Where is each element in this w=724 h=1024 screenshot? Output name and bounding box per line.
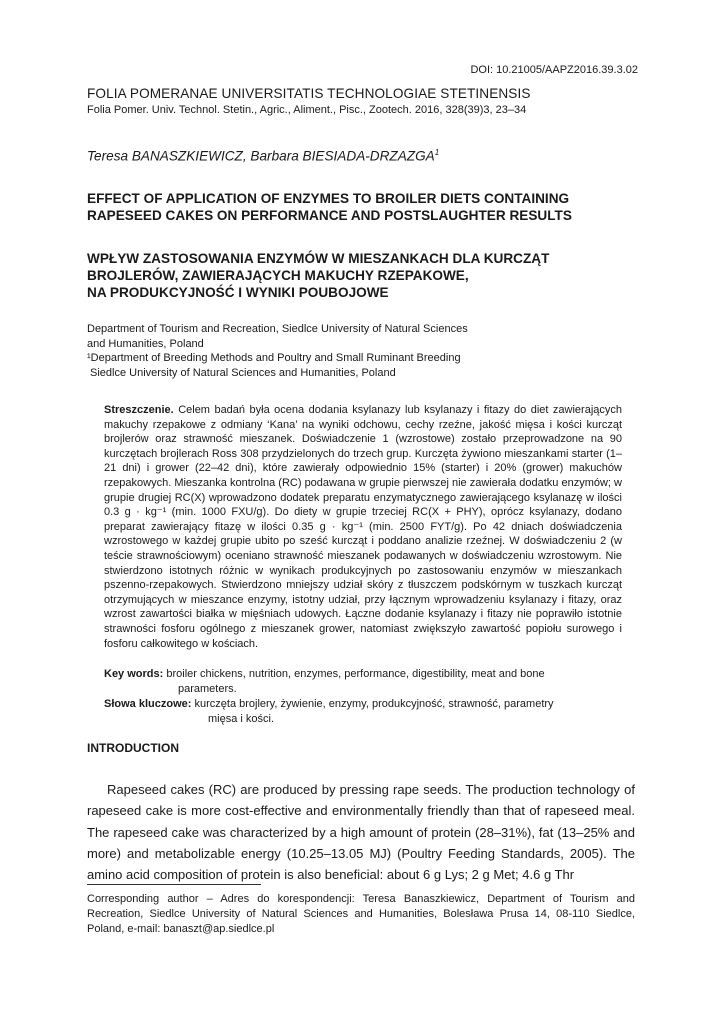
keywords-pl-label: Słowa kluczowe: [104,698,192,710]
authors [87,148,439,164]
title-english [87,190,647,224]
keywords-pl-text-cont: mięsa i kości. [208,712,275,725]
title-pl-line: WPŁYW ZASTOSOWANIA ENZYMÓW W MIESZANKACH DLA KURCZĄT [87,251,550,266]
title-pl-line: NA PRODUKCYJNOŚĆ I WYNIKI POUBOJOWE [87,285,389,300]
affiliation-line: Department of Tourism and Recreation, Siedlce University of Natural Sciences [87,323,468,335]
journal-name: FOLIA POMERANAE UNIVERSITATIS TECHNOLOGIAE STETINENSIS [87,86,531,101]
title-en-line: EFFECT OF APPLICATION OF ENZYMES TO BROILER DIETS CONTAINING [87,191,570,206]
introduction-heading: INTRODUCTION [87,741,179,755]
title-polish [87,250,647,301]
affiliation-mark: 1 [434,148,440,157]
abstract-text: Celem badań była ocena dodania ksylanazy lub ksylanazy i fitazy do diet zawierających makuchy rzepakowe z odmiany ‘Kana’ na wyniki odchowu, cechy rzeźne, jakość mięsa i kości kurcząt brojlerów oraz strawność mieszanek. Doświadczenie 1 (wzrostowe) zostało przeprowadzone na 90 kurczętach brojlerach Ross 308 przydzielonych do trzech grup. Kurczęta żywiono mieszankami starter (1–21 dni) i grower (22–42 dni), które zawierały odpowiednio 15% (starter) i 20% (grower) makuchów rzepakowych. Mieszanka kontrolna (RC) podawana w grupie pierwszej nie zawierała dodatku enzymów; w grupie drugiej RC(X) wprowadzono dodatek preparatu enzymatycznego zawierającego ksylanazę w ilości 0.3 g · kg⁻¹ (min. 1000 FXU/g). Do diety w grupie trzeciej RC(X + PHY), oprócz ksylanazy, dodano preparat zawierający fitazę w ilości 0.35 g · kg⁻¹ (min. 2500 FYT/g). Po 42 dniach doświadczenia wzrostowego w każdej grupie ubito po sześć kurcząt i poddano analizie rzeźnej. W doświadczeniu 2 (w teście strawnościowym) oceniano strawność mieszanek podawanych w doświadczeniu wzrostowym. Nie stwierdzono istotnych różnic w wynikach produkcyjnych po zastosowaniu enzymów w mieszankach pszenno-rzepakowych. Stwierdzono mniejszy udział skóry z tłuszczem podskórnym w tuszkach kurcząt otrzymujących w mieszance enzymy, istotny udział, przy łącznym wprowadzeniu ksylanazy i fitazy, oraz wzrost zawartości białka w mięśniach udowych. Łączne dodanie ksylanazy i fitazy nie poprawiło istotnie strawności fosforu ogólnego z mieszanek grower, natomiast zwiększyło zawartość popiołu surowego i fosforu całkowitego w kościach. [104,404,622,650]
title-en-line: RAPESEED CAKES ON PERFORMANCE AND POSTSLAUGHTER RESULTS [87,208,572,223]
affiliation-line: and Humanities, Poland [87,337,204,350]
keywords-english [104,667,622,696]
corresponding-author-footnote: Corresponding author – Adres do korespondencji: Teresa Banaszkiewicz, Department of Tourism and Recreation, Siedlce University of Natural Sciences and Humanities, Bolesława Prusa 14, 08-110 Siedlce, Poland, e-mail: banaszt@ap.siedlce.pl [87,893,635,935]
keywords-polish [104,697,622,726]
affiliation-line: ¹Department of Breeding Methods and Poultry and Small Ruminant Breeding [87,352,461,365]
title-pl-line: BROJLERÓW, ZAWIERAJĄCYCH MAKUCHY RZEPAKOWE, [87,268,469,283]
doi-label: DOI: 10.21005/AAPZ2016.39.3.02 [470,64,638,76]
footnote-divider [87,884,261,885]
affiliations [87,322,627,380]
abstract [104,403,622,651]
author-names: Teresa BANASZKIEWICZ, Barbara BIESIADA-DRZAZGA [87,148,435,164]
abstract-label: Streszczenie. [104,404,174,416]
keywords-en-label: Key words: [104,668,164,680]
introduction-text: Rapeseed cakes (RC) are produced by pressing rape seeds. The production technology of rapeseed cake is more cost-effective and environmentally friendly than that of rapeseed meal. The rapeseed cake was characterized by a high amount of protein (28–31%), fat (13–25% and more) and metabolizable energy (10.25–13.05 MJ) (Poultry Feeding Standards, 2005). The amino acid composition of protein is also beneficial: about 6 g Lys; 2 g Met; 4.6 g Thr [87,782,635,883]
affiliation-line: Siedlce University of Natural Sciences and Humanities, Poland [90,366,396,379]
keywords-en-text: broiler chickens, nutrition, enzymes, performance, digestibility, meat and bone [166,668,545,680]
journal-citation: Folia Pomer. Univ. Technol. Stetin., Agric., Aliment., Pisc., Zootech. 2016, 328(39)3, 23–34 [87,104,527,116]
keywords-en-text-cont: parameters. [178,682,237,695]
keywords-pl-text: kurczęta brojlery, żywienie, enzymy, produkcyjność, strawność, parametry [194,698,554,710]
